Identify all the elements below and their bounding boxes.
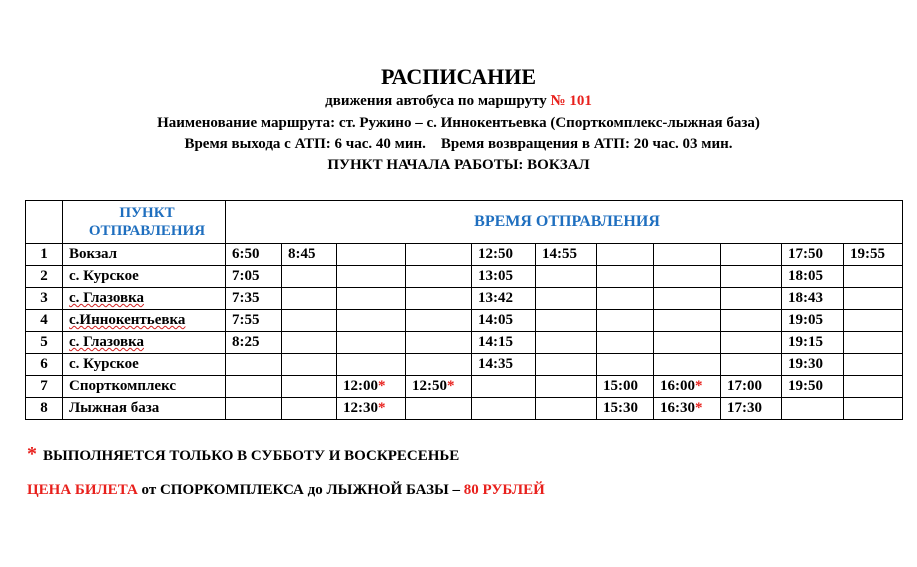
time-value: 18:05 xyxy=(788,268,823,284)
time-value: 8:45 xyxy=(288,246,316,262)
time-cell xyxy=(536,354,597,376)
time-cell xyxy=(597,376,654,398)
row-number-cell: 7 xyxy=(26,376,63,398)
time-value: 13:05 xyxy=(478,268,513,284)
start-point: ПУНКТ НАЧАЛА РАБОТЫ: ВОКЗАЛ xyxy=(327,157,590,173)
time-cell xyxy=(406,244,472,266)
time-cell xyxy=(844,244,903,266)
time-cell xyxy=(536,310,597,332)
time-value: 14:15 xyxy=(478,334,513,350)
time-cell xyxy=(721,398,782,420)
time-value: 19:30 xyxy=(788,356,823,372)
time-cell xyxy=(536,244,597,266)
time-value: 12:50 xyxy=(478,246,513,262)
time-cell xyxy=(282,310,337,332)
row-number-cell: 5 xyxy=(26,332,63,354)
time-cell xyxy=(406,332,472,354)
time-cell xyxy=(782,266,844,288)
route-name: Наименование маршрута: ст. Ружино – с. Иннокентьевка (Спорткомплекс-лыжная база) xyxy=(157,115,760,131)
stop-name: с. Курское xyxy=(69,268,139,284)
time-cell xyxy=(844,398,903,420)
time-cell xyxy=(844,376,903,398)
stop-name-cell xyxy=(63,398,226,420)
row-number-cell: 2 xyxy=(26,266,63,288)
time-value: 19:05 xyxy=(788,312,823,328)
time-value: 6:50 xyxy=(232,246,260,262)
time-cell xyxy=(721,332,782,354)
price-label: ЦЕНА БИЛЕТА xyxy=(27,482,138,498)
time-cell xyxy=(337,376,406,398)
time-value: 19:55 xyxy=(850,246,885,262)
time-cell xyxy=(472,310,536,332)
time-cell xyxy=(282,354,337,376)
time-value: 8:25 xyxy=(232,334,260,350)
time-value: 7:05 xyxy=(232,268,260,284)
time-cell xyxy=(721,288,782,310)
time-cell xyxy=(597,332,654,354)
time-cell xyxy=(226,244,282,266)
table-row xyxy=(26,332,903,354)
time-cell xyxy=(282,332,337,354)
stop-header-cell: ПУНКТ ОТПРАВЛЕНИЯ xyxy=(63,201,226,244)
time-cell xyxy=(406,266,472,288)
table-row xyxy=(26,244,903,266)
time-value: 14:55 xyxy=(542,246,577,262)
time-cell xyxy=(282,266,337,288)
num-header-cell xyxy=(26,201,63,244)
time-cell xyxy=(597,354,654,376)
time-cell xyxy=(226,398,282,420)
time-cell xyxy=(721,310,782,332)
time-cell xyxy=(472,266,536,288)
row-number-cell: 6 xyxy=(26,354,63,376)
stop-name: с. Глазовка xyxy=(69,290,145,306)
weekend-asterisk: * xyxy=(378,400,386,416)
time-cell xyxy=(406,398,472,420)
time-cell xyxy=(406,310,472,332)
page-title: РАСПИСАНИЕ xyxy=(380,64,537,89)
time-value: 7:55 xyxy=(232,312,260,328)
weekend-asterisk: * xyxy=(378,378,386,394)
asterisk-mark: * xyxy=(27,443,37,465)
row-number-cell: 8 xyxy=(26,398,63,420)
time-cell xyxy=(337,288,406,310)
table-header-row xyxy=(26,201,903,244)
route-number: № 101 xyxy=(550,93,592,109)
time-cell xyxy=(337,244,406,266)
stop-name-cell xyxy=(63,376,226,398)
time-cell xyxy=(782,398,844,420)
route-line-prefix: движения автобуса по маршруту xyxy=(325,93,547,109)
time-cell xyxy=(782,310,844,332)
time-cell xyxy=(721,354,782,376)
time-value: 18:43 xyxy=(788,290,823,306)
table-row xyxy=(26,266,903,288)
time-cell xyxy=(472,376,536,398)
time-header-cell: ВРЕМЯ ОТПРАВЛЕНИЯ xyxy=(226,201,903,244)
depot-times: Время выхода с АТП: 6 час. 40 мин. Время возвращения в АТП: 20 час. 03 мин. xyxy=(184,136,733,152)
time-value: 16:00 xyxy=(660,378,695,394)
time-cell xyxy=(721,244,782,266)
table-row xyxy=(26,354,903,376)
time-cell xyxy=(597,398,654,420)
time-cell xyxy=(406,354,472,376)
time-cell xyxy=(721,266,782,288)
time-cell xyxy=(844,266,903,288)
time-cell xyxy=(406,288,472,310)
time-cell xyxy=(654,288,721,310)
weekend-note xyxy=(27,443,459,466)
time-cell xyxy=(337,310,406,332)
time-value: 12:00 xyxy=(343,378,378,394)
stop-name-cell xyxy=(63,288,226,310)
stop-name: Лыжная база xyxy=(69,400,160,416)
stop-name: с.Иннокентьевка xyxy=(69,312,186,328)
time-value: 17:30 xyxy=(727,400,762,416)
time-cell xyxy=(536,376,597,398)
stop-name-cell xyxy=(63,266,226,288)
time-cell xyxy=(597,310,654,332)
time-cell xyxy=(226,354,282,376)
time-cell xyxy=(337,266,406,288)
time-cell xyxy=(654,332,721,354)
time-cell xyxy=(472,332,536,354)
time-cell xyxy=(654,266,721,288)
time-cell xyxy=(282,376,337,398)
time-cell xyxy=(597,288,654,310)
table-row xyxy=(26,310,903,332)
time-value: 15:00 xyxy=(603,378,638,394)
time-cell xyxy=(597,244,654,266)
price-value: 80 РУБЛЕЙ xyxy=(463,482,545,498)
time-cell xyxy=(337,398,406,420)
time-value: 12:50 xyxy=(412,378,447,394)
stop-name-cell xyxy=(63,310,226,332)
time-cell xyxy=(472,288,536,310)
time-value: 13:42 xyxy=(478,290,513,306)
time-cell xyxy=(536,266,597,288)
stop-name: с. Курское xyxy=(69,356,139,372)
time-value: 19:15 xyxy=(788,334,823,350)
time-cell xyxy=(782,332,844,354)
time-value: 7:35 xyxy=(232,290,260,306)
stop-name-cell xyxy=(63,332,226,354)
stop-name: с. Глазовка xyxy=(69,334,145,350)
time-value: 16:30 xyxy=(660,400,695,416)
time-value: 14:05 xyxy=(478,312,513,328)
time-value: 17:50 xyxy=(788,246,823,262)
time-cell xyxy=(654,376,721,398)
time-cell xyxy=(226,266,282,288)
time-cell xyxy=(226,288,282,310)
stop-name-cell xyxy=(63,354,226,376)
weekend-asterisk: * xyxy=(695,378,703,394)
time-cell xyxy=(721,376,782,398)
time-cell xyxy=(597,266,654,288)
time-cell xyxy=(782,244,844,266)
time-value: 12:30 xyxy=(343,400,378,416)
time-cell xyxy=(782,288,844,310)
table-row xyxy=(26,398,903,420)
stop-name-cell xyxy=(63,244,226,266)
row-number-cell: 1 xyxy=(26,244,63,266)
weekend-note-text: ВЫПОЛНЯЕТСЯ ТОЛЬКО В СУББОТУ И ВОСКРЕСЕНЬЕ xyxy=(43,448,460,464)
time-cell xyxy=(282,398,337,420)
time-value: 19:50 xyxy=(788,378,823,394)
time-value: 17:00 xyxy=(727,378,762,394)
table-row xyxy=(26,376,903,398)
schedule-table xyxy=(25,200,903,420)
time-cell xyxy=(406,376,472,398)
weekend-asterisk: * xyxy=(447,378,455,394)
stop-name: Вокзал xyxy=(69,246,118,262)
time-cell xyxy=(536,332,597,354)
time-cell xyxy=(782,376,844,398)
route-line xyxy=(0,93,917,110)
time-value: 14:35 xyxy=(478,356,513,372)
price-middle: от СПОРКОМПЛЕКСА до ЛЫЖНОЙ БАЗЫ – xyxy=(137,482,464,498)
time-cell xyxy=(226,310,282,332)
time-cell xyxy=(282,288,337,310)
time-cell xyxy=(536,288,597,310)
row-number-cell: 3 xyxy=(26,288,63,310)
price-note xyxy=(27,482,545,499)
time-cell xyxy=(844,354,903,376)
time-cell xyxy=(844,310,903,332)
time-cell xyxy=(782,354,844,376)
time-cell xyxy=(282,244,337,266)
time-cell xyxy=(654,310,721,332)
time-cell xyxy=(654,398,721,420)
table-row xyxy=(26,288,903,310)
weekend-asterisk: * xyxy=(695,400,703,416)
time-cell xyxy=(337,354,406,376)
time-cell xyxy=(654,354,721,376)
stop-name: Спорткомплекс xyxy=(69,378,177,394)
time-cell xyxy=(844,332,903,354)
time-cell xyxy=(472,244,536,266)
time-cell xyxy=(226,376,282,398)
time-cell xyxy=(472,354,536,376)
time-value: 15:30 xyxy=(603,400,638,416)
time-cell xyxy=(844,288,903,310)
time-cell xyxy=(226,332,282,354)
row-number-cell: 4 xyxy=(26,310,63,332)
time-cell xyxy=(337,332,406,354)
time-cell xyxy=(654,244,721,266)
time-cell xyxy=(472,398,536,420)
time-cell xyxy=(536,398,597,420)
